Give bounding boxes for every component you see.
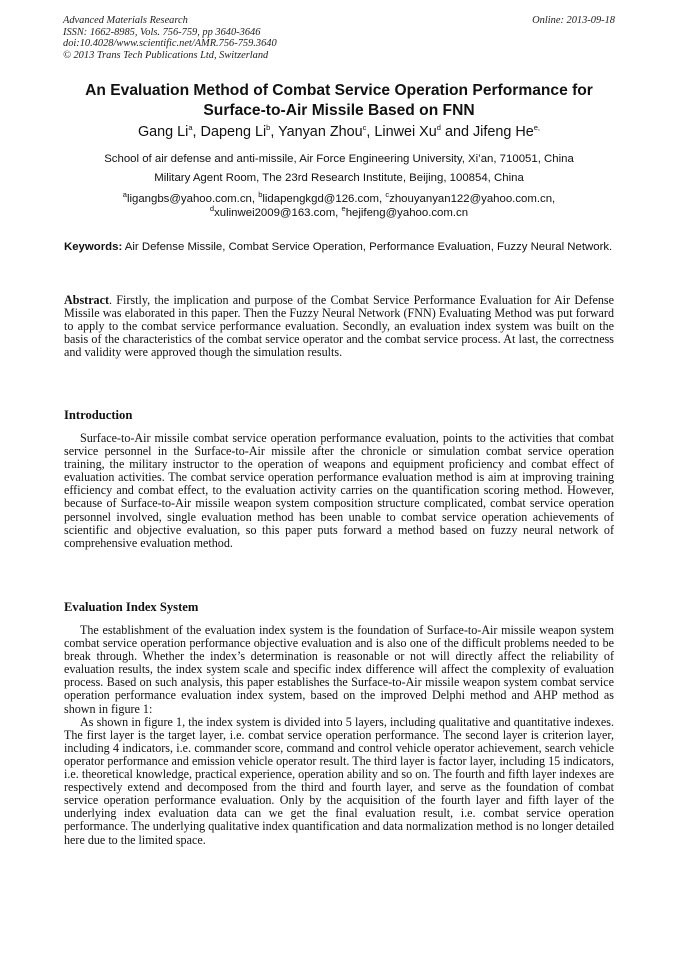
email-sup: c xyxy=(385,190,390,200)
author-name: Yanyan Zhou xyxy=(278,124,363,140)
author-sup: d xyxy=(436,123,441,133)
keywords-label: Keywords: xyxy=(64,241,123,253)
email-sup: e xyxy=(341,203,346,213)
evaluation-index-heading: Evaluation Index System xyxy=(64,600,199,614)
author-and: and xyxy=(440,124,473,140)
evaluation-index-paragraph-1: The establishment of the evaluation index system is the foundation of Surface-to-Air missile weapon system combat service operation performance objective evaluation and is also one of the difficult problems needed to be break through. Whether the index’s determination is reasonable or not will directly affect the reliability of evaluation results, the index system scale and specific index difference will affect the complexity of evaluation process. Based on such analysis, this paper establishes the Surface-to-Air missile weapon system combat service operation performance evaluation index system, based on the improved Delphi method and AHP method as shown in figure 1: xyxy=(64,623,614,716)
author-sup: b xyxy=(266,123,271,133)
journal-header xyxy=(63,15,443,61)
affiliation-1: School of air defense and anti-missile, Air Force Engineering University, Xi’an, 710051, China xyxy=(104,153,574,165)
author-name: Gang Li xyxy=(137,124,189,140)
email-c: zhouyanyan122@yahoo.com.cn, xyxy=(389,193,556,205)
email-e: hejifeng@yahoo.com.cn xyxy=(345,206,469,219)
email-sup: b xyxy=(258,190,263,200)
email-sup: a xyxy=(122,190,127,200)
email-d: xulinwei2009@163.com, xyxy=(214,206,342,219)
author-name: Dapeng Li xyxy=(200,124,267,140)
author-sup: c xyxy=(362,123,367,133)
journal-name: Advanced Materials Research xyxy=(63,15,188,26)
author-sup: a xyxy=(188,123,193,133)
evaluation-index-body xyxy=(64,624,614,847)
title-line-1: An Evaluation Method of Combat Service Operation Performance for xyxy=(85,82,593,99)
author-emails xyxy=(40,190,638,220)
author-list xyxy=(40,123,638,141)
email-b: lidapengkgd@126.com, xyxy=(262,193,386,205)
author-separator: , xyxy=(366,124,375,140)
paper-title xyxy=(40,81,638,120)
copyright-line: © 2013 Trans Tech Publications Ltd, Switzerland xyxy=(63,49,269,61)
keywords-text: Air Defense Missile, Combat Service Operation, Performance Evaluation, Fuzzy Neural Network. xyxy=(122,241,613,253)
introduction-heading: Introduction xyxy=(64,408,133,422)
issn-line: ISSN: 1662-8985, Vols. 756-759, pp 3640-3646 xyxy=(63,26,261,38)
abstract xyxy=(64,294,614,359)
abstract-text: . Firstly, the implication and purpose of the Combat Service Performance Evaluation for Air Defense Missile was elaborated in this paper. Then the Fuzzy Neural Network (FNN) Evaluating Method was put forward to apply to the combat service performance evaluation. Secondly, an evaluation index system was built on the basis of the characteristics of the combat service operator and the combat service process. At last, the correctness and validity were approved though the simulation results. xyxy=(64,293,614,360)
introduction-paragraph: Surface-to-Air missile combat service operation performance evaluation, points to the activities that combat service personnel in the Surface-to-Air missile after the chronicle or simulation combat service operation training, the military instructor to the operation of weapons and equipment proficiency and combat effect of evaluation activities. The combat service operation performance evaluation method is aim at improving training efficiency and combat effect, to the evaluation activity carries on the quantification scoring method. However, because of Surface-to-Air missile weapon system composition structure complicated, combat service operation personnel involved, single evaluation method has been unable to combat service operation achievements of scientific and objective evaluation, so this paper puts forward a method based on fuzzy neural network of comprehensive evaluation method. xyxy=(64,431,614,550)
online-date: Online: 2013-09-18 xyxy=(532,15,615,26)
keywords xyxy=(64,240,614,254)
author-name: Linwei Xu xyxy=(374,124,437,140)
doi-line: doi:10.4028/www.scientific.net/AMR.756-759.3640 xyxy=(63,38,277,50)
email-sup: d xyxy=(209,203,215,213)
affiliation-2: Military Agent Room, The 23rd Research Institute, Beijing, 100854, China xyxy=(154,172,524,184)
author-separator: , xyxy=(270,124,279,140)
title-line-2: Surface-to-Air Missile Based on FNN xyxy=(203,101,475,119)
author-separator: , xyxy=(192,124,201,140)
evaluation-index-paragraph-2: As shown in figure 1, the index system is divided into 5 layers, including qualitative and quantitative indexes. The first layer is the target layer, i.e. combat service operation performance. The second layer is criterion layer, including 4 indicators, i.e. commander score, command and control vehicle operator achievement, search vehicle operator performance and emission vehicle operator result. The third layer is factor layer, including 15 indicators, i.e. theoretical knowledge, practical experience, operation ability and so on. The fourth and fifth layer indexes are respectively extend and decomposed from the third and fourth layer, and serve as the foundation of combat service operation performance evaluation. Only by the acquisition of the fourth layer and fifth layer of the underlying index evaluation data can we get the final evaluation result, i.e. combat service operation performance. The underlying qualitative index quantification and data normalization method is no longer detailed here due to the limited space. xyxy=(64,714,614,847)
author-name: Jifeng He xyxy=(472,124,534,140)
email-a: ligangbs@yahoo.com.cn, xyxy=(126,193,259,205)
abstract-label: Abstract xyxy=(64,293,110,307)
introduction-body xyxy=(64,432,614,550)
author-sup: e, xyxy=(533,123,541,133)
